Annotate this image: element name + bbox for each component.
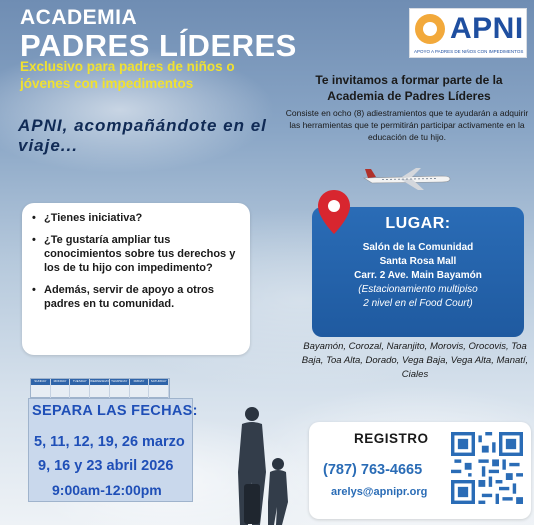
exclusive-subtitle: Exclusivo para padres de niños o jóvenes con impedimentos <box>20 59 235 91</box>
location-line: Salón de la Comunidad <box>362 242 474 253</box>
logo-text: APNI <box>450 12 524 45</box>
dates-march: 5, 11, 12, 19, 26 marzo <box>34 434 185 450</box>
weekday-label: FRIDAY <box>130 379 150 385</box>
logo-circle-icon <box>415 14 445 44</box>
location-line: Santa Rosa Mall <box>379 256 457 267</box>
location-line: Carr. 2 Ave. Main Bayamón <box>354 270 482 281</box>
invitation-headline: Te invitamos a formar parte de la Academia de Padres Líderes <box>315 73 503 103</box>
weekday-label: TUESDAY <box>70 379 90 385</box>
weekday-label: SUNDAY <box>31 379 51 385</box>
tagline-brand: APNI <box>18 116 63 135</box>
registration-title: REGISTRO <box>354 431 429 446</box>
dates-april: 9, 16 y 23 abril 2026 <box>38 458 174 474</box>
weekday-label: SATURDAY <box>149 379 169 385</box>
weekday-label: MONDAY <box>51 379 71 385</box>
title-padres-lideres: PADRES LÍDERES <box>20 28 297 63</box>
questions-card <box>22 203 250 355</box>
tagline <box>18 116 283 156</box>
title-academia: ACADEMIA <box>20 6 138 29</box>
dates-title: SEPARA LAS FECHAS: <box>32 403 198 419</box>
logo-subtitle: APOYO A PADRES DE NIÑOS CON IMPEDIMENTOS <box>414 49 524 54</box>
registration-card <box>309 422 531 519</box>
location-pin-icon <box>316 188 352 236</box>
tagline-text: , acompañándote en el viaje... <box>18 116 267 155</box>
parent-child-silhouette <box>222 402 302 525</box>
apni-logo <box>409 8 527 58</box>
registration-phone[interactable]: (787) 763-4665 <box>323 462 423 478</box>
registration-email[interactable]: arelys@apnipr.org <box>331 486 428 498</box>
airplane-icon <box>362 162 452 192</box>
calendar-grid <box>31 385 169 398</box>
weekday-label: WEDNESDAY <box>90 379 110 383</box>
dates-time: 9:00am-12:00pm <box>52 482 162 498</box>
question-item: • Además, servir de apoyo a otros padres en tu comunidad. <box>32 283 240 311</box>
qr-code-icon[interactable] <box>451 432 523 504</box>
question-item: • ¿Te gustaría ampliar tus conocimientos sobre tus derechos y los de tu hijo con impedimento? <box>32 233 240 275</box>
calendar-graphic <box>30 378 170 398</box>
location-note: (Estacionamiento multipiso <box>358 284 478 295</box>
invitation-body: Consiste en ocho (8) adiestramientos que te ayudarán a adquirir las herramientas que te permitirán participar activamente en la educación de tu hijo. <box>285 108 529 142</box>
towns-list: Bayamón, Corozal, Naranjito, Morovis, Orocovis, Toa Baja, Toa Alta, Dorado, Vega Baja, Vega Alta, Manatí, Ciales <box>301 341 529 380</box>
question-item: • ¿Tienes iniciativa? <box>32 211 240 225</box>
location-note: 2 nivel en el Food Court) <box>363 298 473 309</box>
weekday-label: THURSDAY <box>110 379 130 385</box>
location-title: LUGAR: <box>385 215 451 232</box>
